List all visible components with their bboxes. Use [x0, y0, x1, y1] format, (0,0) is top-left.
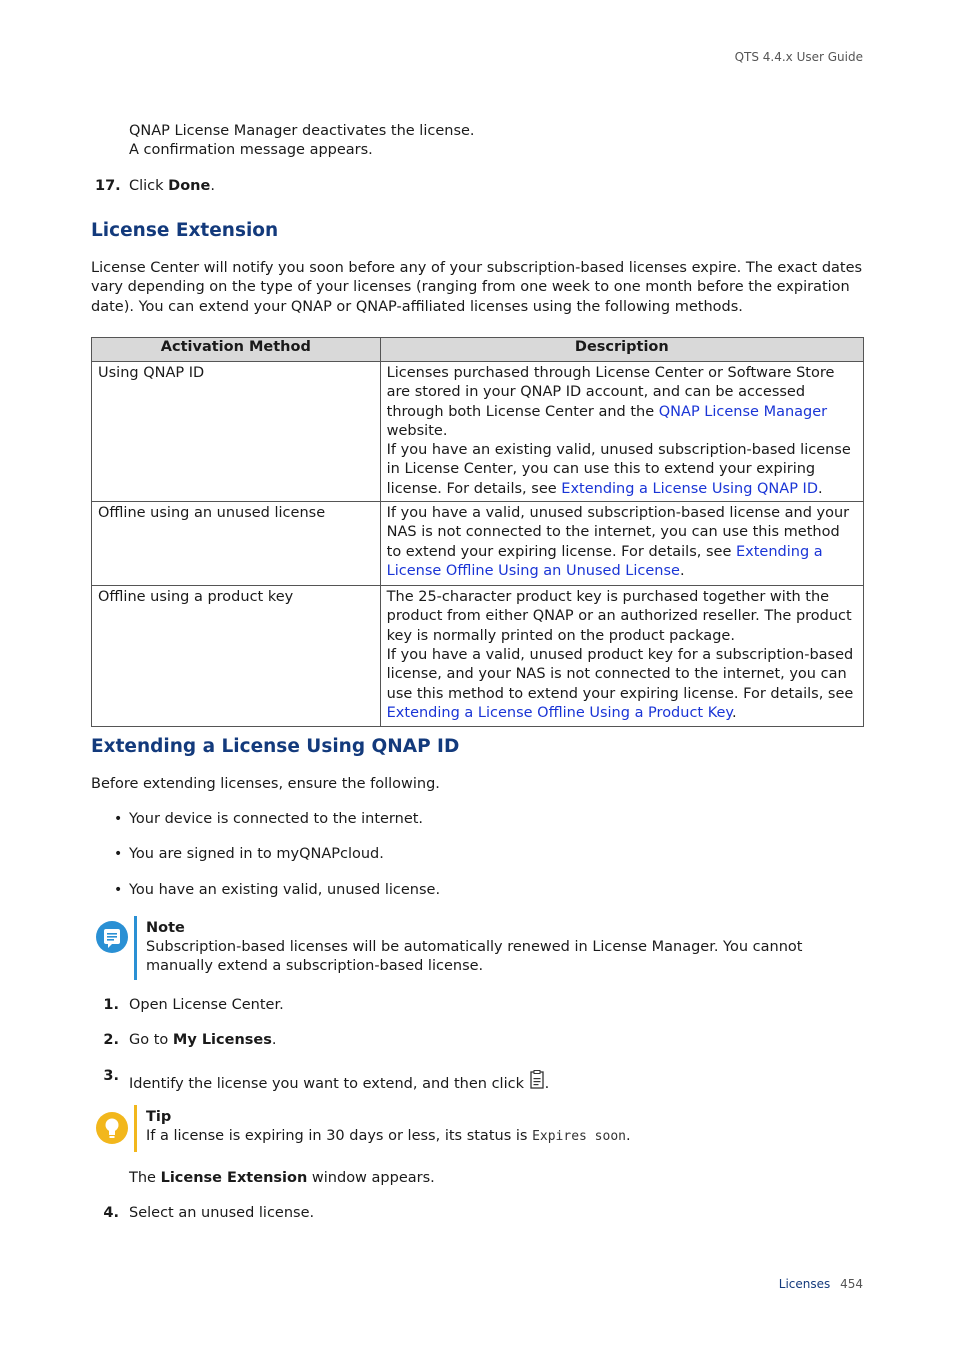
step-text: Go to: [129, 1032, 173, 1048]
description-text: .: [679, 562, 685, 579]
tip-title: Tip: [146, 1109, 172, 1125]
license-extend-icon: [529, 1070, 545, 1096]
lightbulb-icon: [95, 1111, 129, 1149]
table-row: [92, 502, 864, 586]
page-footer: [779, 1277, 863, 1291]
extend-using-qnap-id-link[interactable]: Extending a License Using QNAP ID: [561, 480, 818, 497]
step-3-text: [129, 1070, 549, 1096]
ui-term: Done: [168, 178, 211, 194]
description-cell: [380, 586, 863, 727]
note-icon: [95, 920, 129, 958]
extend-offline-product-key-link[interactable]: Extending a License Offline Using a Product Key: [386, 704, 732, 721]
list-item: Your device is connected to the internet.: [129, 811, 424, 827]
bullet-dot: •: [114, 846, 123, 862]
extend-offline-unused-license-link[interactable]: Extending a License Offline Using an Unused License: [386, 543, 823, 579]
step-17-text: [129, 177, 215, 196]
result-fragment: window appears.: [307, 1170, 435, 1186]
step-number: 1.: [103, 997, 119, 1013]
step-number: 4.: [103, 1205, 119, 1221]
table-header-row: [92, 338, 864, 362]
description-text: If you have a valid, unused subscription-based license and your NAS is not connected to the internet, you can use this method to extend your expiring license. For details, see: [386, 505, 850, 560]
tip-body: [146, 1127, 631, 1146]
description-cell: [380, 502, 863, 586]
tip-text: If a license is expiring in 30 days or less, its status is: [146, 1128, 533, 1144]
description-paragraph: [387, 504, 857, 581]
step-number: 3.: [103, 1068, 119, 1084]
footer-section: Licenses: [778, 1277, 831, 1291]
status-code: Expires soon: [532, 1129, 626, 1144]
activation-methods-table: [91, 337, 864, 727]
description-cell: [380, 362, 863, 502]
step-number: 17.: [95, 178, 121, 194]
section-1-body: License Center will notify you soon before any of your subscription-based licenses expire. The exact dates vary depending on the type of your licenses (ranging from one week to one month before the expiration date). You can extend your QNAP or QNAP-affiliated licenses using the following methods.: [91, 260, 863, 315]
step-1-text: Open License Center.: [129, 997, 284, 1013]
step-4-text: Select an unused license.: [129, 1205, 315, 1221]
method-cell: Offline using an unused license: [92, 502, 381, 586]
description-paragraph: [387, 441, 857, 499]
intro-line-2: A confirmation message appears.: [129, 142, 373, 158]
description-paragraph: [387, 646, 857, 723]
tip-accent-bar: [134, 1105, 137, 1152]
result-fragment: The: [129, 1170, 161, 1186]
step-2-text: [129, 1031, 277, 1050]
note-accent-bar: [134, 916, 137, 980]
step-text: Click: [129, 178, 169, 194]
intro-line-1: QNAP License Manager deactivates the license.: [129, 123, 475, 139]
description-text: website.: [386, 422, 448, 439]
note-title: Note: [146, 920, 185, 936]
description-paragraph: [387, 364, 857, 441]
list-item: You are signed in to myQNAPcloud.: [129, 846, 384, 862]
step-text: .: [271, 1032, 277, 1048]
description-text: If you have a valid, unused product key for a subscription-based license, and your NAS is not connected to the internet, you can use this method to extend your expiring license. For details, see: [386, 646, 854, 702]
tip-text: .: [625, 1128, 631, 1144]
section-title-extending-using-qnap-id: Extending a License Using QNAP ID: [91, 736, 460, 757]
step-text: Identify the license you want to extend, and then click: [129, 1076, 529, 1092]
description-text: .: [818, 480, 823, 497]
description-paragraph: The 25-character product key is purchased together with the product from either QNAP or an authorized reseller. The product key is normally printed on the product package.: [386, 589, 852, 644]
section-title-license-extension: License Extension: [91, 220, 279, 241]
list-item: You have an existing valid, unused license.: [129, 882, 441, 898]
section-2-lead: Before extending licenses, ensure the following.: [91, 776, 440, 792]
ui-term: My Licenses: [172, 1032, 272, 1048]
method-cell: Offline using a product key: [92, 586, 381, 727]
table-row: [92, 586, 864, 727]
running-header: QTS 4.4.x User Guide: [734, 50, 863, 64]
page-number: 454: [840, 1277, 863, 1291]
column-header: Description: [380, 338, 863, 362]
step-text: .: [210, 178, 215, 194]
ui-term: License Extension: [160, 1170, 308, 1186]
description-text: If you have an existing valid, unused subscription-based license in License Center, you can use this to extend your expiring license. For details, see: [386, 442, 851, 497]
qnap-license-manager-link[interactable]: QNAP License Manager: [658, 403, 828, 420]
bullet-dot: •: [114, 882, 123, 898]
column-header: Activation Method: [92, 338, 381, 362]
bullet-dot: •: [114, 811, 123, 827]
table-row: [92, 362, 864, 502]
result-text: [129, 1169, 435, 1188]
method-cell: Using QNAP ID: [92, 362, 381, 502]
description-text: .: [731, 704, 737, 721]
step-number: 2.: [103, 1032, 119, 1048]
step-text: .: [544, 1076, 550, 1092]
description-text: Licenses purchased through License Center or Software Store are stored in your QNAP ID account, and can be accessed through both License Center and the: [386, 365, 835, 420]
note-body: Subscription-based licenses will be automatically renewed in License Manager. You cannot manually extend a subscription-based license.: [146, 939, 803, 975]
